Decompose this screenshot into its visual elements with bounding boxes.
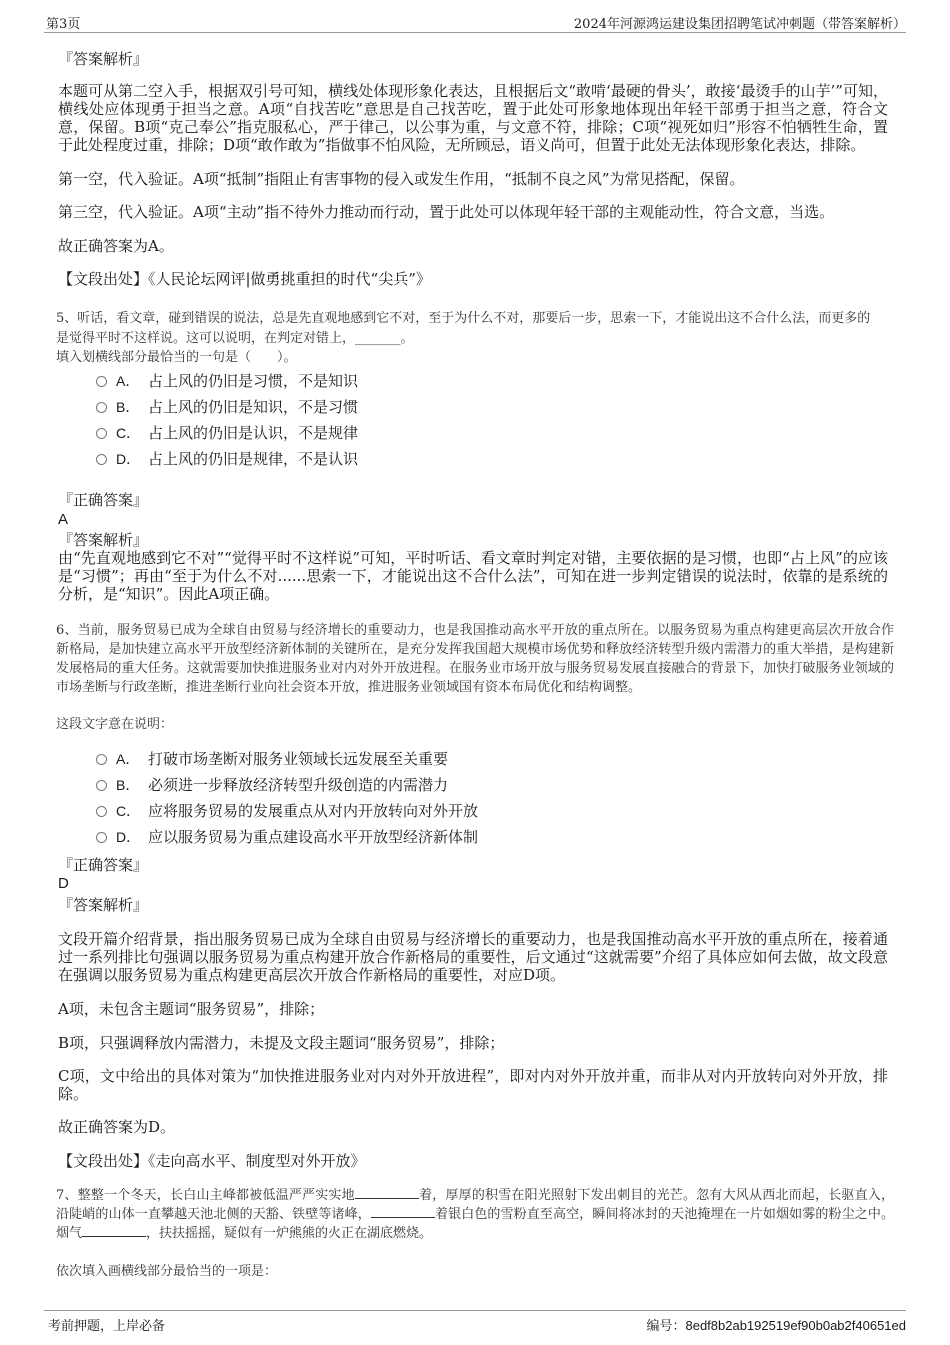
- q6-option-a[interactable]: A． 打破市场垄断对服务业领域长远发展至关重要: [96, 750, 448, 768]
- radio-icon[interactable]: [96, 402, 107, 413]
- q5-option-b[interactable]: B． 占上风的仍旧是知识，不是习惯: [96, 398, 358, 416]
- q6-answer: D: [58, 875, 69, 892]
- q6-analysis-main: 文段开篇介绍背景，指出服务贸易已成为全球自由贸易与经济增长的重要动力，也是我国推动高水平开放的重点所在，接着通过一系列排比句强调以服务贸易为重点构建开放合作新格局的重要性，后文通过“这就需要”介绍了具体应如何去做，故文段意在强调以服务贸易为重点构建更高层次开放合作新格局的重要性，对应D项。: [58, 930, 888, 984]
- q6-analysis-a: A项，未包含主题词“服务贸易”，排除；: [58, 1000, 325, 1018]
- q4-analysis-main: 本题可从第二空入手，根据双引号可知，横线处体现形象化表达，且根据后文“敢啃‘最硬的骨头’，敢接‘最烫手的山芋’”可知，横线处应体现勇于担当之意。A项“自找苦吃”意思是自己找苦吃，置于此处可形象地体现出年轻干部勇于担当之意，符合文意，保留。B项“克己奉公”指克服私心，严于律己，以公事为重，与文意不符，排除；C项“视死如归”形容不怕牺牲生命，置于此处程度过重，排除；D项“敢作敢为”指做事不怕风险，无所顾忌，语义尚可，但置于此处无法体现形象化表达，排除。: [58, 82, 888, 154]
- q6-answer-title: 『正确答案』: [58, 856, 149, 874]
- radio-icon[interactable]: [96, 806, 107, 817]
- fill-blank-3: [82, 1224, 146, 1237]
- radio-icon[interactable]: [96, 454, 107, 465]
- q4-source: 【文段出处】《人民论坛网评|做勇挑重担的时代“尖兵”》: [58, 270, 431, 288]
- q6-source: 【文段出处】《走向高水平、制度型对外开放》: [58, 1152, 366, 1170]
- q6-analysis-c: C项，文中给出的具体对策为“加快推进服务业对内对外开放进程”，即对内对外开放并重，而非从对内开放转向对外开放，排除。: [58, 1067, 888, 1103]
- q5-option-a[interactable]: A． 占上风的仍旧是习惯，不是知识: [96, 372, 358, 390]
- q6-analysis-title: 『答案解析』: [58, 896, 149, 914]
- document-title: 2024年河源鸿运建设集团招聘笔试冲刺题（带答案解析）: [573, 17, 906, 32]
- page-header: [44, 12, 906, 33]
- q7-stem: 7、整整一个冬天，长白山主峰都被低温严严实实地 着，厚厚的积雪在阳光照射下发出刺目的光芒。忽有大风从西北而起，长驱直入，沿陡峭的山体一直攀越天池北侧的天豁、铁壁等诸峰， 着银白色的雪粉直至高空，瞬间将冰封的天池掩埋在一片如烟如雾的粉尘之中。烟气 ，扶扶摇摇，疑似有一炉熊熊的火正在湖底燃烧。: [56, 1188, 894, 1241]
- q6-prompt: 这段文字意在说明：: [56, 717, 174, 732]
- document-code: 编号：8edf8b2ab192519ef90b0ab2f40651ed: [646, 1318, 906, 1333]
- q6-option-b[interactable]: B． 必须进一步释放经济转型升级创造的内需潜力: [96, 776, 448, 794]
- q5-stem-line2: 是觉得平时不这样说。这可以说明，在判定对错上，_______。: [56, 331, 414, 346]
- q7-prompt: 依次填入画横线部分最恰当的一项是：: [56, 1264, 278, 1279]
- q4-analysis-blank3: 第三空，代入验证。A项“主动”指不待外力推动而行动，置于此处可以体现年轻干部的主观能动性，符合文意，当选。: [58, 203, 835, 221]
- q5-analysis: 由“先直观地感到它不对”“觉得平时不这样说”可知，平时听话、看文章时判定对错，主要依据的是习惯，也即“占上风”的应该是“习惯”；再由“至于为什么不对......思索一下，才能说出这不合什么法”，可知在进一步判定错误的说法时，依靠的是系统的分析，是“知识”。因此A项正确。: [58, 549, 888, 603]
- q5-option-c[interactable]: C． 占上风的仍旧是认识，不是规律: [96, 424, 358, 442]
- radio-icon[interactable]: [96, 376, 107, 387]
- q5-stem-line1: 5、听话，看文章，碰到错误的说法，总是先直观地感到它不对，至于为什么不对，那要后一步，思索一下，才能说出这不合什么法，而更多的: [56, 311, 871, 326]
- q4-analysis-blank1: 第一空，代入验证。A项“抵制”指阻止有害事物的侵入或发生作用，“抵制不良之风”为常见搭配，保留。: [58, 170, 745, 188]
- radio-icon[interactable]: [96, 428, 107, 439]
- fill-blank-1: [355, 1186, 419, 1199]
- footer-slogan: 考前押题，上岸必备: [48, 1319, 166, 1334]
- page-number: 第3页: [46, 17, 81, 32]
- q4-analysis-title: 『答案解析』: [58, 50, 149, 68]
- q6-stem: 6、当前，服务贸易已成为全球自由贸易与经济增长的重要动力，也是我国推动高水平开放的重点所在。以服务贸易为重点构建更高层次开放合作新格局，是加快建立高水平开放型经济新体制的关键所在，是充分发挥我国超大规模市场优势和释放经济转型升级内需潜力的重大举措，是构建新发展格局的重大任务。这就需要加快推进服务业对内对外开放进程。在服务业市场开放与服务贸易发展直接融合的背景下，加快打破服务业领域的市场垄断与行政垄断，推进垄断行业向社会资本开放，推进服务业领域国有资本布局优化和结构调整。: [56, 623, 894, 695]
- q6-option-d[interactable]: D． 应以服务贸易为重点建设高水平开放型经济新体制: [96, 828, 478, 846]
- page-footer: [44, 1310, 906, 1337]
- q4-conclusion: 故正确答案为A。: [58, 237, 174, 255]
- q5-answer-title: 『正确答案』: [58, 491, 149, 509]
- q6-option-c[interactable]: C． 应将服务贸易的发展重点从对内开放转向对外开放: [96, 802, 478, 820]
- q6-conclusion: 故正确答案为D。: [58, 1118, 176, 1136]
- radio-icon[interactable]: [96, 780, 107, 791]
- q5-analysis-title: 『答案解析』: [58, 531, 149, 549]
- fill-blank-2: [371, 1205, 435, 1218]
- q5-prompt: 填入划横线部分最恰当的一句是（ ）。: [56, 350, 297, 365]
- radio-icon[interactable]: [96, 832, 107, 843]
- q6-analysis-b: B项，只强调释放内需潜力，未提及文段主题词“服务贸易”，排除；: [58, 1034, 505, 1052]
- q5-option-d[interactable]: D． 占上风的仍旧是规律，不是认识: [96, 450, 358, 468]
- q5-answer: A: [58, 511, 69, 528]
- radio-icon[interactable]: [96, 754, 107, 765]
